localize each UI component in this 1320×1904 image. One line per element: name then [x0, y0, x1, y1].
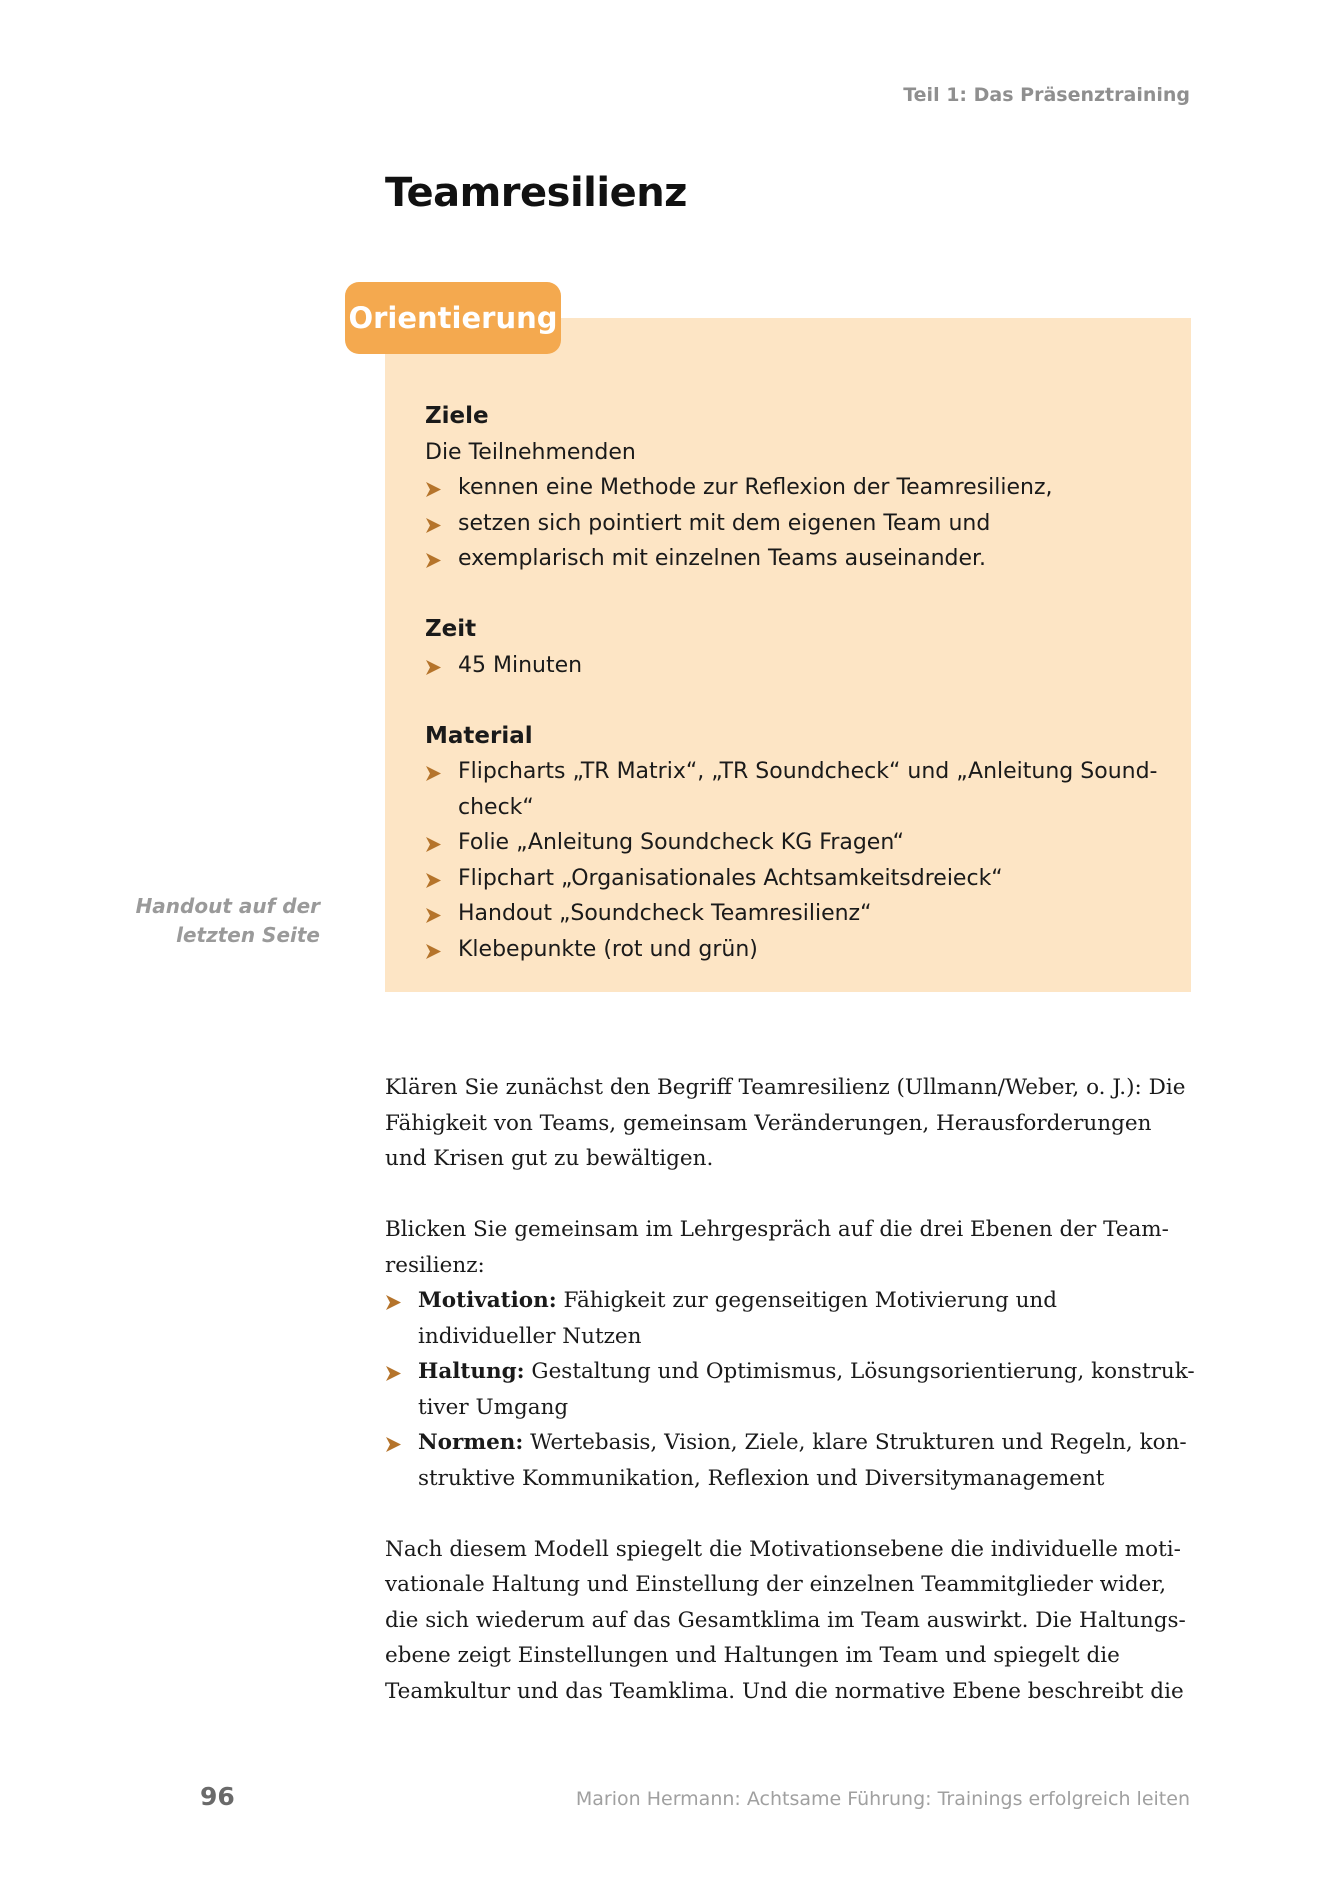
time-list	[425, 648, 1165, 684]
list-item: Normen: Wertebasis, Vision, Ziele, klare Strukturen und Regeln, kon-struktive Kommunikation, Reflexion und Diversitymanagement	[385, 1425, 1197, 1496]
arrow-bullet-icon	[425, 659, 442, 676]
running-header: Teil 1: Das Präsenztraining	[903, 84, 1190, 106]
page-number: 96	[200, 1782, 235, 1811]
paragraph: Klären Sie zunächst den Begriff Teamresilienz (Ullmann/Weber, o. J.): Die Fähigkeit von Teams, gemeinsam Veränderungen, Herausforderungen und Krisen gut zu bewältigen.	[385, 1075, 1186, 1171]
arrow-bullet-icon	[425, 481, 442, 498]
margin-note-line: Handout auf der	[135, 894, 320, 918]
margin-note-line: letzten Seite	[176, 923, 320, 947]
arrow-bullet-icon	[425, 836, 442, 853]
list-item: exemplarisch mit einzelnen Teams auseinander.	[425, 541, 1165, 577]
levels-list	[385, 1283, 1197, 1496]
level-term: Normen:	[418, 1430, 524, 1455]
list-item: Haltung: Gestaltung und Optimismus, Lösungsorientierung, konstruk-tiver Umgang	[385, 1354, 1197, 1425]
margin-note	[120, 892, 320, 950]
arrow-bullet-icon	[425, 552, 442, 569]
list-item: kennen eine Methode zur Reflexion der Teamresilienz,	[425, 470, 1165, 506]
list-item: Handout „Soundcheck Teamresilienz“	[425, 896, 1165, 932]
orientation-content	[425, 399, 1165, 967]
arrow-bullet-icon	[425, 765, 442, 782]
list-item: Flipcharts „TR Matrix“, „TR Soundcheck“ und „Anleitung Sound-check“	[425, 754, 1165, 825]
list-item: Flipchart „Organisationales Achtsamkeitsdreieck“	[425, 861, 1165, 897]
list-item: Klebepunkte (rot und grün)	[425, 932, 1165, 968]
arrow-bullet-icon	[425, 943, 442, 960]
arrow-bullet-icon	[385, 1365, 402, 1382]
paragraph: Nach diesem Modell spiegelt die Motivationsebene die individuelle moti-vationale Haltung und Einstellung der einzelnen Teammitglieder wider, die sich wiederum auf das Gesamtklima im Team auswirkt. Die Haltungs-ebene zeigt Einstellungen und Haltungen im Team und spiegelt die Teamkultur und das Teamklima. Und die normative Ebene beschreibt die	[385, 1536, 1186, 1704]
arrow-bullet-icon	[425, 517, 442, 534]
material-list	[425, 754, 1165, 967]
section-heading-goals: Ziele	[425, 403, 489, 429]
orientation-tab: Orientierung	[345, 282, 561, 354]
level-term: Motivation:	[418, 1288, 557, 1313]
list-item: setzen sich pointiert mit dem eigenen Team und	[425, 506, 1165, 542]
section-heading-time: Zeit	[425, 616, 477, 642]
level-term: Haltung:	[418, 1359, 525, 1384]
arrow-bullet-icon	[385, 1436, 402, 1453]
list-item: 45 Minuten	[425, 648, 1165, 684]
arrow-bullet-icon	[385, 1294, 402, 1311]
section-heading-material: Material	[425, 722, 533, 749]
footer-credit: Marion Hermann: Achtsame Führung: Trainings erfolgreich leiten	[575, 1788, 1190, 1810]
arrow-bullet-icon	[425, 907, 442, 924]
goals-intro: Die Teilnehmenden	[425, 439, 636, 465]
paragraph: Blicken Sie gemeinsam im Lehrgespräch auf die drei Ebenen der Team-resilienz:	[385, 1217, 1169, 1278]
list-item: Motivation: Fähigkeit zur gegenseitigen Motivierung und individueller Nutzen	[385, 1283, 1197, 1354]
list-item: Folie „Anleitung Soundcheck KG Fragen“	[425, 825, 1165, 861]
arrow-bullet-icon	[425, 872, 442, 889]
goals-list	[425, 470, 1165, 577]
body-text	[385, 1070, 1197, 1709]
page-title: Teamresilienz	[385, 170, 687, 216]
